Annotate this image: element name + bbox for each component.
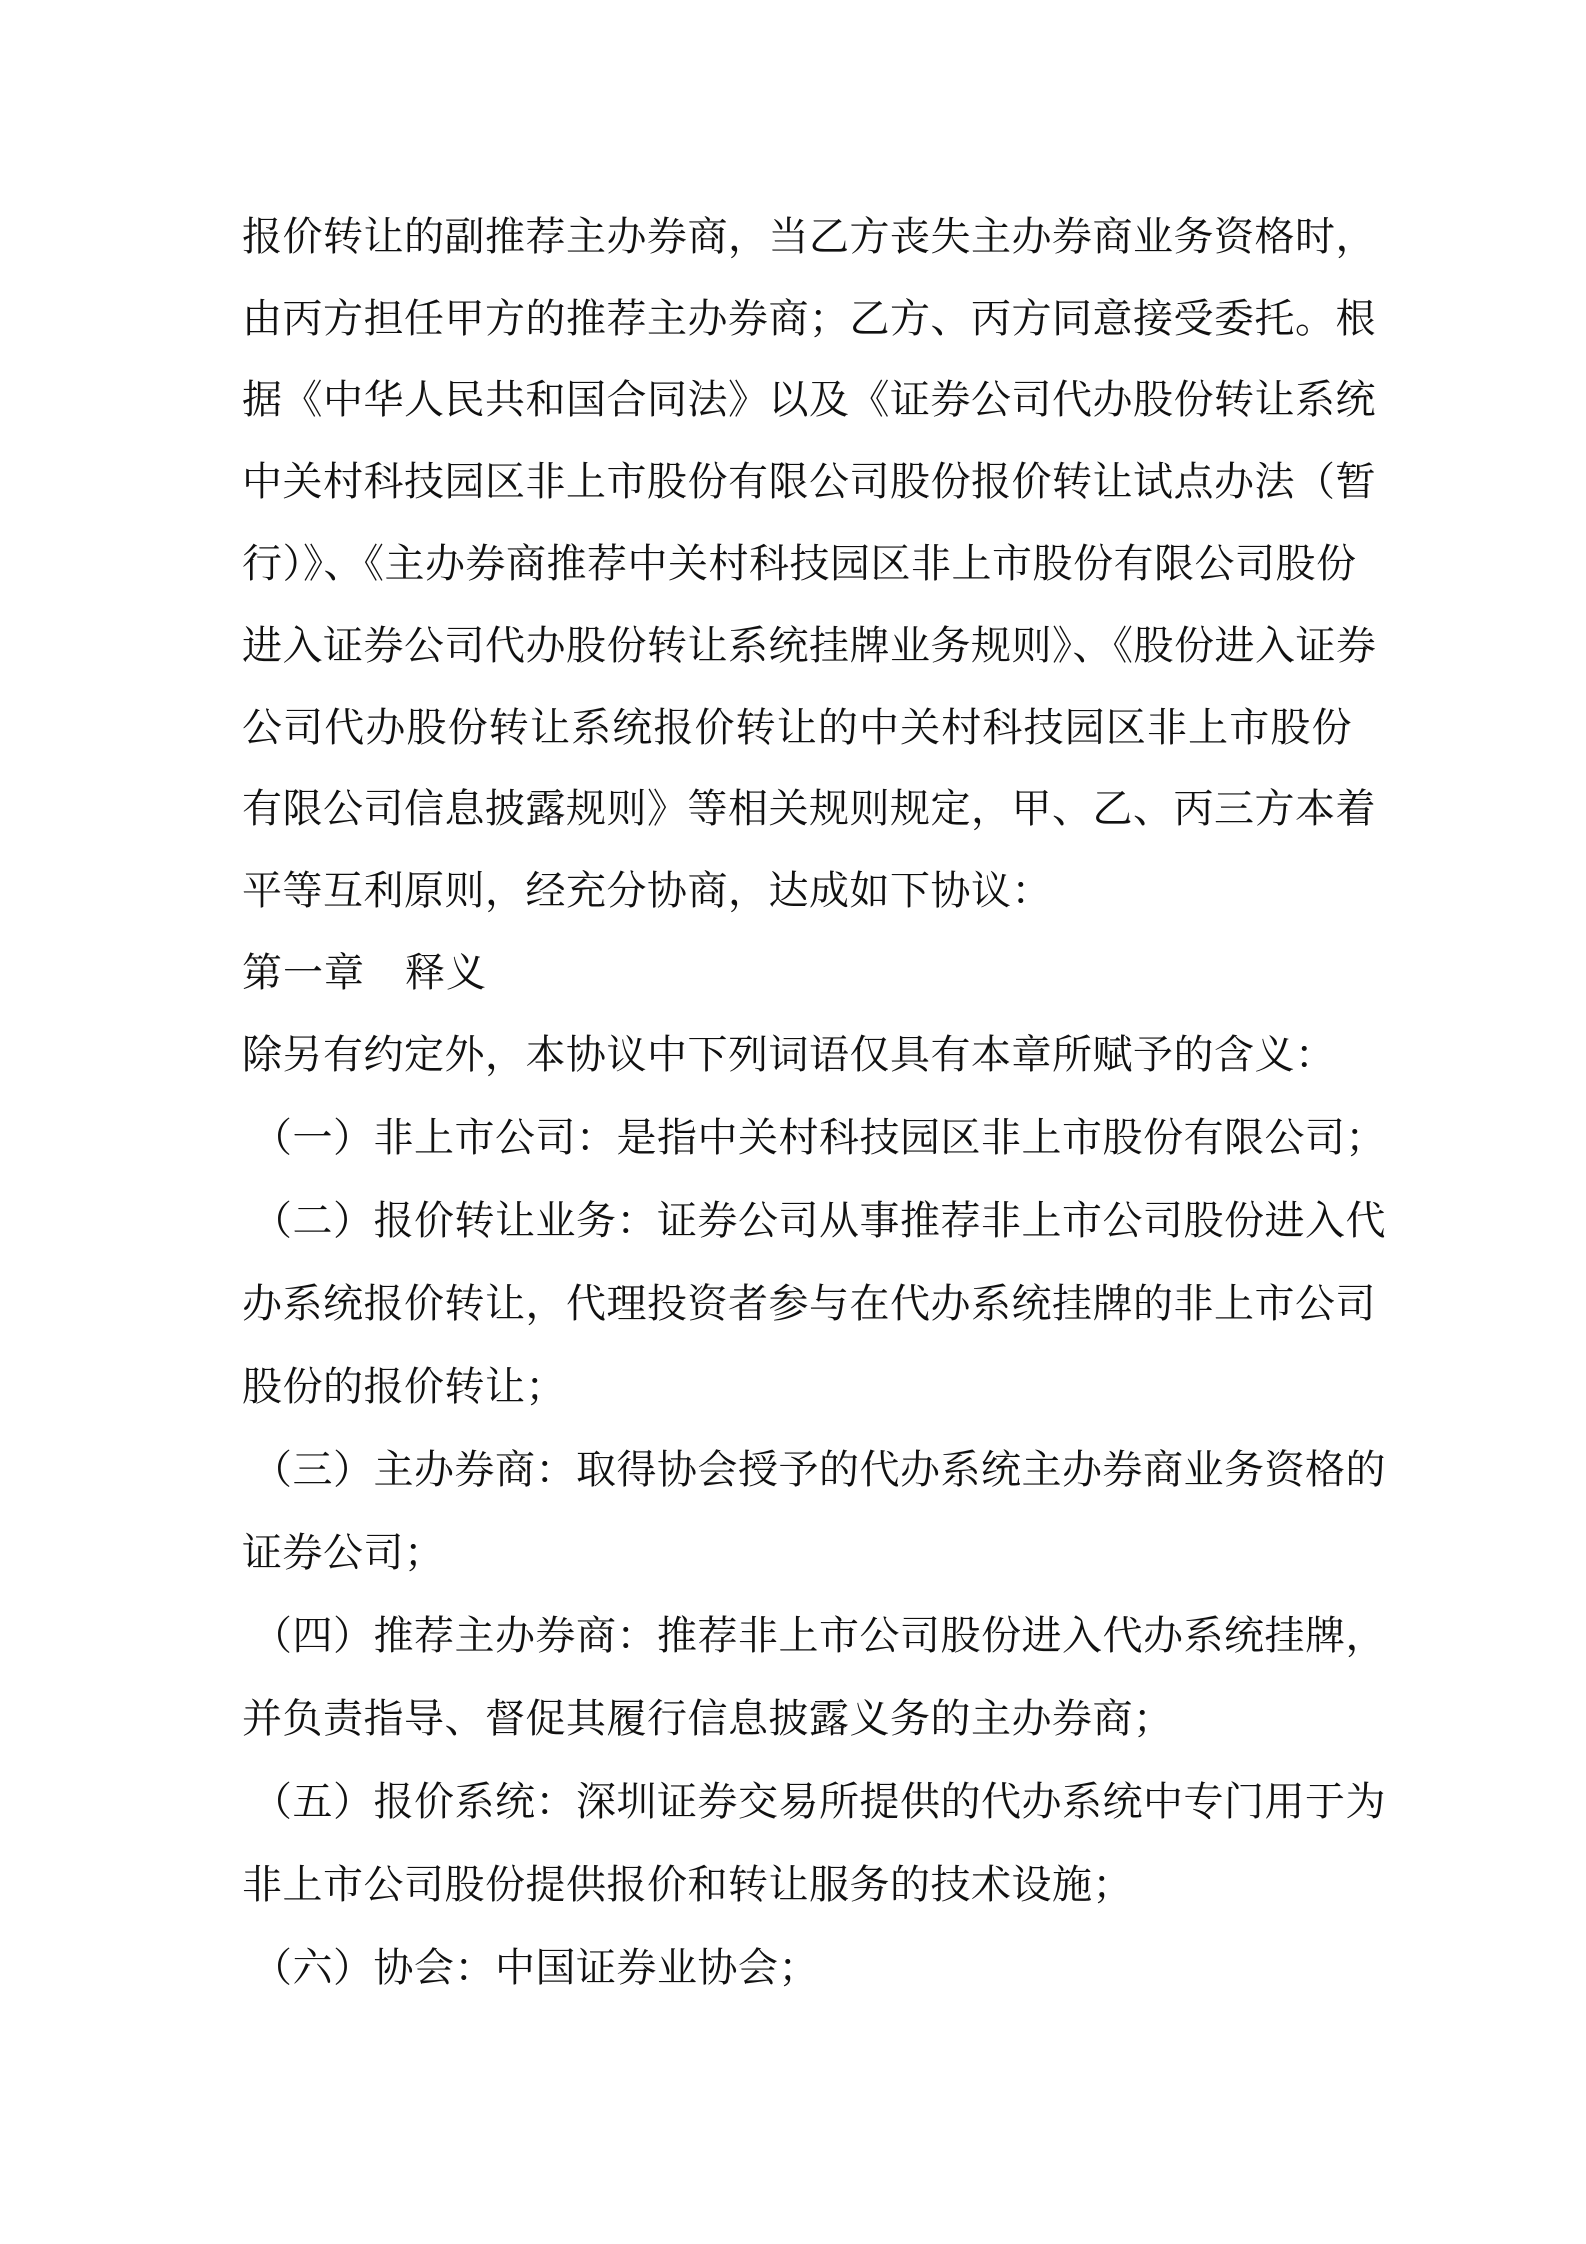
definition-line: （三）主办券商：取得协会授予的代办系统主办券商业务资格的 — [252, 1447, 1386, 1493]
definition-line: 办系统报价转让，代理投资者参与在代办系统挂牌的非上市公司 — [242, 1281, 1376, 1327]
paragraph-line: 据《中华人民共和国合同法》以及《证券公司代办股份转让系统 — [242, 377, 1376, 423]
paragraph-line: 中关村科技园区非上市股份有限公司股份报价转让试点办法（暂 — [242, 459, 1376, 505]
paragraph-line: 平等互利原则，经充分协商，达成如下协议： — [242, 868, 1052, 914]
definition-line: 并负责指导、督促其履行信息披露义务的主办券商； — [242, 1696, 1174, 1742]
definition-line: （六）协会：中国证券业协会； — [252, 1945, 819, 1991]
paragraph-line: 公司代办股份转让系统报价转让的中关村科技园区非上市股份 — [242, 705, 1352, 751]
definition-line: （二）报价转让业务：证券公司从事推荐非上市公司股份进入代 — [252, 1198, 1386, 1244]
definition-line: （五）报价系统：深圳证券交易所提供的代办系统中专门用于为 — [252, 1779, 1386, 1825]
definition-line: （一）非上市公司：是指中关村科技园区非上市股份有限公司； — [252, 1115, 1386, 1161]
definition-line: 非上市公司股份提供报价和转让服务的技术设施； — [242, 1862, 1133, 1908]
paragraph-line: 有限公司信息披露规则》等相关规则规定，甲、乙、丙三方本着 — [242, 786, 1376, 832]
chapter-number: 第一章 — [242, 950, 365, 996]
paragraph-line: 行）》、《主办券商推荐中关村科技园区非上市股份有限公司股份 — [242, 541, 1357, 587]
definitions-intro: 除另有约定外，本协议中下列词语仅具有本章所赋予的含义： — [242, 1032, 1336, 1078]
chapter-title: 释义 — [405, 950, 487, 996]
definition-line: 证券公司； — [242, 1530, 445, 1576]
paragraph-line: 进入证券公司代办股份转让系统挂牌业务规则》、《股份进入证券 — [242, 623, 1377, 669]
paragraph-line: 由丙方担任甲方的推荐主办券商；乙方、丙方同意接受委托。根 — [242, 296, 1376, 342]
chapter-heading — [242, 945, 487, 1001]
paragraph-line: 报价转让的副推荐主办券商，当乙方丧失主办券商业务资格时， — [242, 214, 1376, 260]
definition-line: 股份的报价转让； — [242, 1364, 566, 1410]
definition-line: （四）推荐主办券商：推荐非上市公司股份进入代办系统挂牌， — [252, 1613, 1386, 1659]
